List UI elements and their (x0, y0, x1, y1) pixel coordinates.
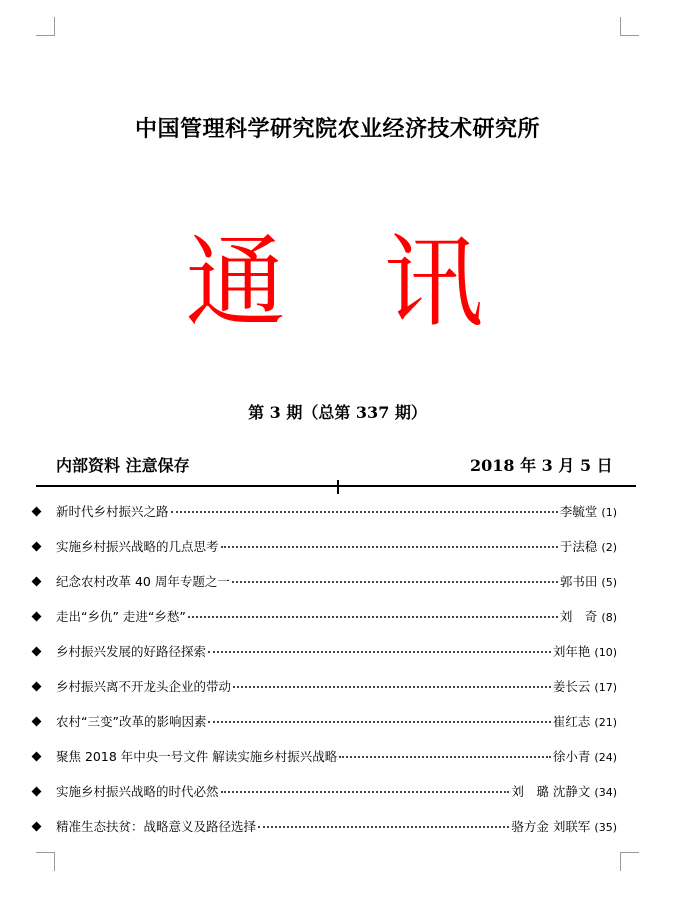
crop-mark-bottom-right (620, 852, 639, 871)
masthead-char-right: 讯 (383, 224, 490, 341)
toc-author: 于法稳 (559, 539, 598, 554)
diamond-bullet-icon (32, 542, 42, 552)
toc-page-number: (17) (594, 681, 617, 694)
table-of-contents (0, 503, 675, 853)
diamond-bullet-icon (32, 717, 42, 727)
toc-title: 乡村振兴离不开龙头企业的带动 (56, 679, 232, 694)
issue-number: 第 3 期（总第 337 期） (248, 403, 427, 422)
toc-item[interactable] (0, 748, 675, 783)
toc-page-number: (2) (601, 541, 617, 554)
toc-author: 郭书田 (559, 574, 598, 589)
toc-page-number: (34) (594, 786, 617, 799)
toc-author: 徐小青 (552, 749, 591, 764)
toc-author: 骆方金 刘联军 (511, 819, 591, 834)
toc-title: 走出“乡仇” 走进“乡愁” (56, 609, 186, 624)
toc-title: 聚焦 2018 年中央一号文件 解读实施乡村振兴战略 (56, 749, 338, 764)
toc-dot-leader (232, 580, 558, 583)
toc-item[interactable] (0, 678, 675, 713)
toc-title: 乡村振兴发展的好路径探索 (56, 644, 207, 659)
toc-title: 纪念农村改革 40 周年专题之一 (56, 574, 230, 589)
toc-item[interactable] (0, 538, 675, 573)
diamond-bullet-icon (32, 577, 42, 587)
toc-dot-leader (221, 545, 558, 548)
toc-page-number: (8) (601, 611, 617, 624)
toc-dot-leader (233, 685, 551, 688)
toc-title: 新时代乡村振兴之路 (56, 504, 169, 519)
toc-item[interactable] (0, 713, 675, 748)
toc-page-number: (5) (601, 576, 617, 589)
issue-date: 2018 年 3 月 5 日 (470, 456, 613, 475)
toc-item[interactable] (0, 608, 675, 643)
organization-title: 中国管理科学研究院农业经济技术研究所 (134, 116, 540, 142)
toc-author: 刘 奇 (559, 609, 598, 624)
toc-title: 农村“三变”改革的影响因素 (56, 714, 207, 729)
toc-page-number: (10) (594, 646, 617, 659)
toc-dot-leader (339, 755, 551, 758)
toc-item[interactable] (0, 818, 675, 853)
toc-item[interactable] (0, 573, 675, 608)
diamond-bullet-icon (32, 647, 42, 657)
toc-author: 姜长云 (552, 679, 591, 694)
toc-dot-leader (188, 615, 558, 618)
diamond-bullet-icon (32, 822, 42, 832)
toc-item[interactable] (0, 783, 675, 818)
toc-item[interactable] (0, 643, 675, 678)
toc-page-number: (24) (594, 751, 617, 764)
diamond-bullet-icon (32, 612, 42, 622)
toc-page-number: (21) (594, 716, 617, 729)
header-divider (36, 485, 636, 487)
diamond-bullet-icon (32, 787, 42, 797)
toc-dot-leader (208, 720, 550, 723)
diamond-bullet-icon (32, 752, 42, 762)
toc-author: 崔红志 (552, 714, 591, 729)
internal-note: 内部资料 注意保存 (56, 456, 190, 475)
masthead (0, 224, 675, 341)
diamond-bullet-icon (32, 507, 42, 517)
toc-author: 刘 璐 沈静文 (511, 784, 591, 799)
toc-author: 刘年艳 (552, 644, 591, 659)
masthead-char-left: 通 (185, 224, 292, 341)
crop-mark-top-left (36, 17, 55, 36)
toc-title: 实施乡村振兴战略的时代必然 (56, 784, 219, 799)
toc-dot-leader (258, 825, 509, 828)
toc-author: 李毓堂 (559, 504, 598, 519)
toc-page-number: (35) (594, 821, 617, 834)
toc-dot-leader (221, 790, 510, 793)
toc-page-number: (1) (601, 506, 617, 519)
crop-mark-top-right (620, 17, 639, 36)
toc-title: 精准生态扶贫：战略意义及路径选择 (56, 819, 257, 834)
divider-center-mark (337, 480, 339, 494)
crop-mark-bottom-left (36, 852, 55, 871)
toc-dot-leader (171, 510, 558, 513)
toc-dot-leader (208, 650, 551, 653)
toc-title: 实施乡村振兴战略的几点思考 (56, 539, 219, 554)
toc-item[interactable] (0, 503, 675, 538)
diamond-bullet-icon (32, 682, 42, 692)
